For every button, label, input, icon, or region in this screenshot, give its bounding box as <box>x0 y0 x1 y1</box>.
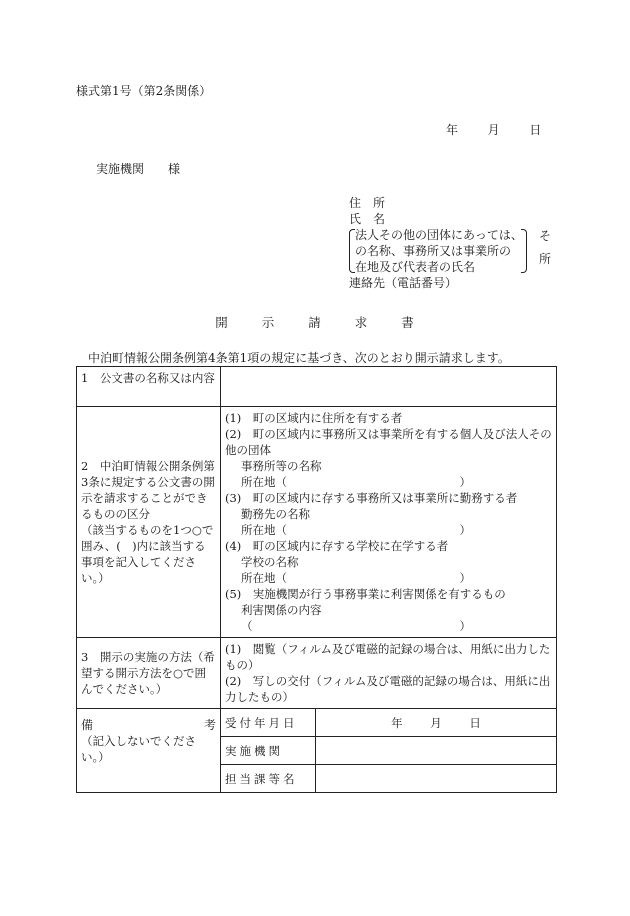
person-label: 担当課等名 <box>221 765 316 793</box>
option-3[interactable]: (3) 町の区域内に存する事務所又は事業所に勤務する者 <box>225 491 518 505</box>
remarks-cell <box>77 709 221 793</box>
remarks-right: 考 <box>203 718 216 732</box>
method-copy[interactable]: (2) 写しの交付（フィルム及び電磁的記録の場合は、用紙に出力したもの） <box>225 674 551 704</box>
title-char: 請 <box>308 315 322 330</box>
agency-label: 実施機関 <box>221 737 316 765</box>
option-2-location: 所在地（ ） <box>241 475 471 489</box>
note-line-2: の名称、事務所又は事業所の <box>355 244 512 258</box>
option-3-name: 勤務先の名称 <box>241 507 310 521</box>
document-name-field[interactable] <box>221 367 557 407</box>
applicant-block <box>349 195 527 291</box>
received-month: 月 <box>430 715 442 730</box>
request-form-table <box>76 366 557 793</box>
received-year: 年 <box>391 715 403 730</box>
option-3-location: 所在地（ ） <box>241 523 471 537</box>
corporation-note <box>349 227 527 275</box>
option-4[interactable]: (4) 町の区域内に存する学校に在学する者 <box>225 539 449 553</box>
option-4-location: 所在地（ ） <box>241 571 471 585</box>
address-label: 住 所 <box>349 196 386 210</box>
date-year: 年 <box>446 123 459 137</box>
document-title <box>0 313 630 331</box>
note-line-1: 法人その他の団体にあっては、 <box>355 228 523 242</box>
title-char: 書 <box>401 315 415 330</box>
side-note-top: そ <box>538 229 551 243</box>
title-char: 示 <box>261 315 276 330</box>
option-2-name: 事務所等の名称 <box>241 459 322 473</box>
date-day: 日 <box>529 123 542 137</box>
note-line-3: 在地及び代表者の氏名 <box>355 260 476 274</box>
option-5[interactable]: (5) 実施機関が行う事務事業に利害関係を有するもの <box>225 587 506 601</box>
form-number: 様式第1号（第2条関係） <box>76 84 212 98</box>
contact-label: 連絡先（電話番号） <box>349 276 458 290</box>
date-line <box>446 121 541 138</box>
name-label: 氏 名 <box>349 212 386 226</box>
side-note <box>538 228 552 268</box>
side-note-bottom: 所 <box>538 252 551 266</box>
method-options[interactable] <box>221 638 557 709</box>
intro-text: 中泊町情報公開条例第4条第1項の規定に基づき、次のとおり開示請求します。 <box>88 351 510 365</box>
option-5-interest: 利害関係の内容 <box>241 603 322 617</box>
remarks-heading <box>81 717 216 733</box>
title-char: 求 <box>354 315 369 330</box>
person-field <box>316 765 557 793</box>
date-month: 月 <box>487 123 500 137</box>
row1-label: 1 公文書の名称又は内容 <box>77 367 221 407</box>
addressee: 実施機関 様 <box>96 162 181 176</box>
title-char: 開 <box>215 315 229 330</box>
agency-field <box>316 737 557 765</box>
option-2[interactable]: (2) 町の区域内に事務所又は事業所を有する個人及び法人その他の団体 <box>225 427 552 457</box>
remarks-left: 備 <box>81 718 94 732</box>
remarks-note: （記入しないでください。） <box>81 734 196 764</box>
option-1[interactable]: (1) 町の区域内に住所を有する者 <box>225 411 403 425</box>
method-view[interactable]: (1) 閲覧（フィルム及び電磁的記録の場合は、用紙に出力したもの） <box>225 642 551 672</box>
row2-label-cell <box>77 407 221 638</box>
row3-label: 3 開示の実施の方法（希望する開示方法を○で囲んでください。） <box>77 638 221 709</box>
received-date-label: 受付年月日 <box>221 709 316 737</box>
received-day: 日 <box>469 715 481 730</box>
option-5-detail: （ ） <box>241 619 471 633</box>
received-date-field <box>316 709 557 737</box>
row2-label: 2 中泊町情報公開条例第3条に規定する公文書の開示を請求することができるものの区分 <box>81 459 215 521</box>
option-4-name: 学校の名称 <box>241 555 299 569</box>
eligibility-options[interactable] <box>221 407 557 638</box>
row2-instruction: （該当するものを1つ○で囲み、( )内に該当する事項を記入してください。） <box>81 523 214 585</box>
